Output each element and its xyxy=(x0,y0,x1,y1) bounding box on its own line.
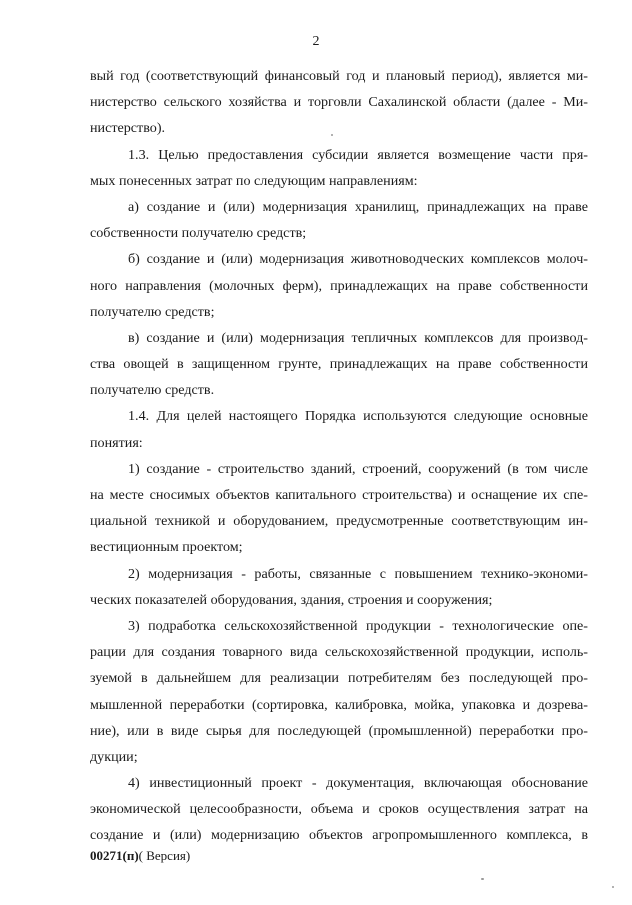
scan-speck xyxy=(481,878,484,880)
text-line: нистерство сельского хозяйства и торговли Сахалинской области (далее - Ми- xyxy=(90,94,588,111)
document-footer xyxy=(90,848,190,864)
document-version: ( Версия) xyxy=(138,848,191,863)
scan-speck xyxy=(331,134,333,136)
text-line: мых понесенных затрат по следующим направлениям: xyxy=(90,172,418,189)
text-line: вестиционным проектом; xyxy=(90,539,243,556)
document-code: 00271(п) xyxy=(90,848,139,863)
body-text xyxy=(90,63,588,849)
text-line: 1.3. Целью предоставления субсидии является возмещение части пря- xyxy=(128,146,588,163)
text-line: нистерство). xyxy=(90,120,166,137)
text-line: понятия: xyxy=(90,434,143,451)
text-line: собственности получателю средств; xyxy=(90,225,307,242)
text-line: получателю средств; xyxy=(90,303,215,320)
text-line: на месте сносимых объектов капитального строительства) и оснащение их спе- xyxy=(90,487,588,503)
scan-speck xyxy=(612,886,614,888)
page-number: 2 xyxy=(312,34,320,49)
text-line: 4) инвестиционный проект - документация, включающая обоснование xyxy=(128,775,588,792)
text-line: создание и (или) модернизацию объектов агропромышленного комплекса, в xyxy=(90,827,588,844)
text-line: мышленной переработки (сортировка, калибровка, мойка, упаковка и дозрева- xyxy=(90,696,588,713)
text-line: ного направления (молочных ферм), принадлежащих на праве собственности xyxy=(90,277,588,294)
text-line: вый год (соответствующий финансовый год и плановый период), является ми- xyxy=(90,68,588,84)
text-line: ства овощей в защищенном грунте, принадлежащих на праве собственности xyxy=(90,356,588,373)
text-line: а) создание и (или) модернизация хранилищ, принадлежащих на праве xyxy=(128,198,588,215)
text-line: ние), или в виде сырья для последующей (промышленной) переработки про- xyxy=(90,722,588,739)
text-line: получателю средств. xyxy=(90,382,215,399)
text-line: в) создание и (или) модернизация тепличных комплексов для производ- xyxy=(128,329,588,346)
text-line: рации для создания товарного вида сельскохозяйственной продукции, исполь- xyxy=(90,644,588,661)
text-line: ческих показателей оборудования, здания, строения и сооружения; xyxy=(90,591,493,608)
text-line: 1) создание - строительство зданий, строений, сооружений (в том числе xyxy=(128,460,588,477)
text-line: б) создание и (или) модернизация животноводческих комплексов молоч- xyxy=(128,251,588,268)
text-line: 1.4. Для целей настоящего Порядка используются следующие основные xyxy=(128,408,588,425)
text-line: зуемой в дальнейшем для реализации потребителям без последующей про- xyxy=(90,670,588,687)
text-line: 3) подработка сельскохозяйственной продукции - технологические опе- xyxy=(128,617,588,634)
text-line: 2) модернизация - работы, связанные с повышением технико-экономи- xyxy=(128,565,588,582)
text-line: экономической целесообразности, объема и сроков осуществления затрат на xyxy=(90,801,588,818)
text-line: циальной техникой и оборудованием, предусмотренные соответствующим ин- xyxy=(90,513,588,530)
text-line: дукции; xyxy=(90,748,138,765)
